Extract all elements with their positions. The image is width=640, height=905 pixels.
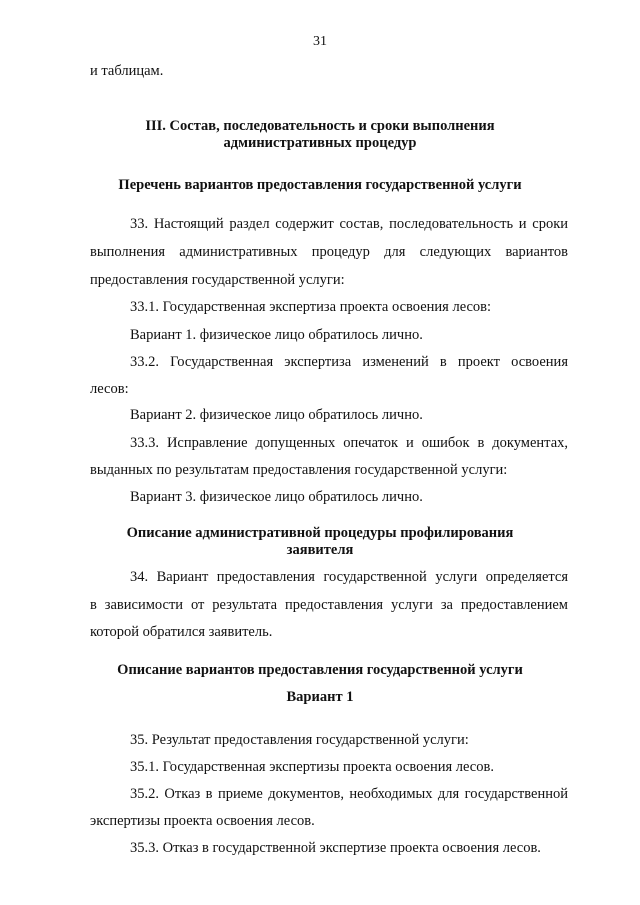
profiling-heading-line-2: заявителя xyxy=(286,542,354,558)
carry-over-text: и таблицам. xyxy=(90,63,164,79)
paragraph-34-line-3: которой обратился заявитель. xyxy=(90,624,273,640)
paragraph-35-3: 35.3. Отказ в государственной экспертизе проекта освоения лесов. xyxy=(130,840,541,856)
paragraph-33-1: 33.1. Государственная экспертиза проекта освоения лесов: xyxy=(130,299,492,315)
paragraph-35: 35. Результат предоставления государственной услуги: xyxy=(130,732,469,748)
variant-2-line: Вариант 2. физическое лицо обратилось лично. xyxy=(130,407,423,423)
paragraph-35-1: 35.1. Государственная экспертизы проекта освоения лесов. xyxy=(130,759,494,775)
subheading-variants-list: Перечень вариантов предоставления государственной услуги xyxy=(118,177,522,193)
paragraph-33-3-line-2: выданных по результатам предоставления государственной услуги: xyxy=(90,462,508,478)
section-title-line-2: административных процедур xyxy=(223,135,417,151)
paragraph-33-2-line-1: 33.2. Государственная экспертиза изменений в проект освоения xyxy=(130,354,568,370)
description-heading: Описание вариантов предоставления государственной услуги xyxy=(117,662,523,678)
paragraph-35-2-line-1: 35.2. Отказ в приеме документов, необходимых для государственной xyxy=(130,786,568,802)
variant-1-heading: Вариант 1 xyxy=(286,689,354,705)
section-title-line-1: III. Состав, последовательность и сроки выполнения xyxy=(145,118,495,134)
paragraph-33-line-2: выполнения административных процедур для следующих вариантов xyxy=(90,244,568,260)
paragraph-33-line-1: 33. Настоящий раздел содержит состав, последовательность и сроки xyxy=(130,216,568,232)
paragraph-34-line-1: 34. Вариант предоставления государственной услуги определяется xyxy=(130,569,568,585)
paragraph-35-2-line-2: экспертизы проекта освоения лесов. xyxy=(90,813,315,829)
variant-1-line: Вариант 1. физическое лицо обратилось лично. xyxy=(130,327,423,343)
paragraph-33-3-line-1: 33.3. Исправление допущенных опечаток и ошибок в документах, xyxy=(130,435,568,451)
paragraph-33-2-line-2: лесов: xyxy=(90,381,129,397)
profiling-heading-line-1: Описание административной процедуры профилирования xyxy=(126,525,514,541)
paragraph-33-line-3: предоставления государственной услуги: xyxy=(90,272,345,288)
paragraph-34-line-2: в зависимости от результата предоставления услуги за предоставлением xyxy=(90,597,568,613)
page-number: 31 xyxy=(313,34,327,49)
variant-3-line: Вариант 3. физическое лицо обратилось лично. xyxy=(130,489,423,505)
